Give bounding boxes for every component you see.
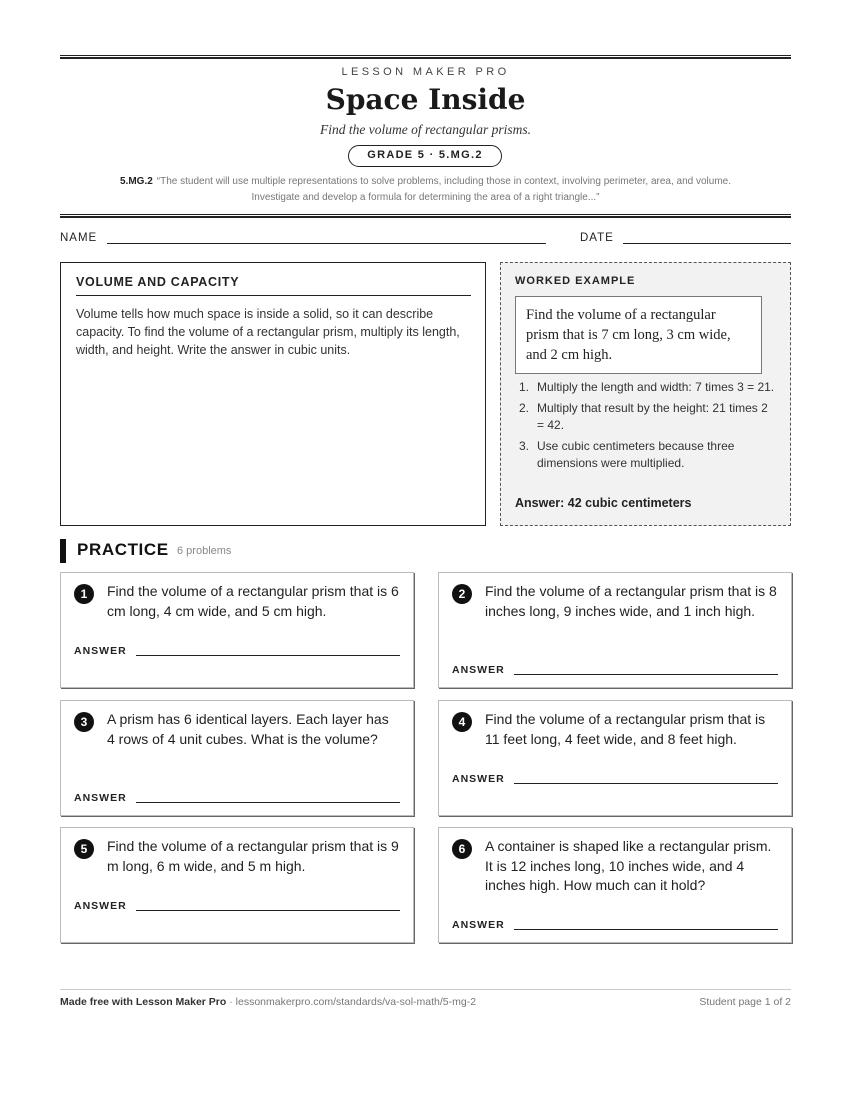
step-text: Use cubic centimeters because three dimensions were multiplied. xyxy=(537,439,735,470)
footer-credit xyxy=(60,996,476,1008)
practice-count: 6 problems xyxy=(177,545,232,557)
standard-text-line-2: Investigate and develop a formula for determining the area of a right triangle...” xyxy=(251,192,600,203)
problem-text: Find the volume of a rectangular prism that is 9 m long, 6 m wide, and 5 m high. xyxy=(107,838,399,874)
worked-example-step xyxy=(519,438,777,472)
problem-number-badge: 4 xyxy=(452,712,472,732)
brand-name: LESSON MAKER PRO xyxy=(341,66,510,78)
date-label: DATE xyxy=(580,232,614,244)
volume-capacity-heading: VOLUME AND CAPACITY xyxy=(76,275,471,296)
worked-example-answer: Answer: 42 cubic centimeters xyxy=(515,496,692,510)
problem-card xyxy=(60,700,414,816)
problem-card xyxy=(438,700,792,816)
answer-label: ANSWER xyxy=(74,792,127,804)
volume-capacity-box xyxy=(60,262,486,526)
step-number: 1. xyxy=(519,380,530,394)
footer-page-number: Student page 1 of 2 xyxy=(699,996,791,1008)
answer-label: ANSWER xyxy=(452,773,505,785)
worked-example-step xyxy=(519,400,777,434)
grade-badge: GRADE 5 · 5.MG.2 xyxy=(348,145,502,167)
step-number: 2. xyxy=(519,401,530,415)
problem-number-badge: 2 xyxy=(452,584,472,604)
page-title: Space Inside xyxy=(325,83,526,116)
answer-label: ANSWER xyxy=(74,900,127,912)
answer-field[interactable] xyxy=(136,910,400,911)
problem-text: A container is shaped like a rectangular prism. It is 12 inches long, 10 inches wide, and 4 inches high. How much can it hold? xyxy=(485,838,772,893)
top-double-rule xyxy=(60,55,791,59)
problem-card xyxy=(60,572,414,688)
standard-code: 5.MG.2 xyxy=(120,176,153,187)
problem-card xyxy=(60,827,414,943)
step-text: Multiply the length and width: 7 times 3 = 21. xyxy=(537,380,775,394)
practice-accent-bar xyxy=(60,539,66,563)
step-number: 3. xyxy=(519,439,530,453)
problem-number-badge: 6 xyxy=(452,839,472,859)
worked-example-step xyxy=(519,379,777,396)
name-label: NAME xyxy=(60,232,98,244)
answer-field[interactable] xyxy=(514,929,778,930)
problem-number-badge: 5 xyxy=(74,839,94,859)
standard-description xyxy=(60,174,791,206)
practice-heading: PRACTICE xyxy=(77,540,169,559)
answer-field[interactable] xyxy=(136,655,400,656)
problem-card xyxy=(438,827,792,943)
standard-text-line-1: “The student will use multiple representations to solve problems, including those in context, involving perimeter, area, and volume. xyxy=(156,176,731,187)
footer-divider xyxy=(60,989,791,990)
answer-label: ANSWER xyxy=(452,919,505,931)
problem-text: Find the volume of a rectangular prism that is 8 inches long, 9 inches wide, and 1 inch high. xyxy=(485,583,777,619)
worked-example-heading: WORKED EXAMPLE xyxy=(515,275,636,287)
worksheet-page xyxy=(60,0,791,1100)
problem-text: Find the volume of a rectangular prism that is 11 feet long, 4 feet wide, and 8 feet high. xyxy=(485,711,766,747)
footer-brand: Made free with Lesson Maker Pro xyxy=(60,996,227,1008)
answer-field[interactable] xyxy=(514,674,778,675)
volume-capacity-text: Volume tells how much space is inside a solid, so it can describe capacity. To find the volume of a rectangular prism, multiply its length, width, and height. Write the answer in cubic units. xyxy=(76,307,460,357)
step-text: Multiply that result by the height: 21 times 2 = 42. xyxy=(537,401,768,432)
answer-label: ANSWER xyxy=(452,664,505,676)
problem-text: A prism has 6 identical layers. Each layer has 4 rows of 4 unit cubes. What is the volume? xyxy=(107,711,389,747)
worked-example-prompt: Find the volume of a rectangular prism that is 7 cm long, 3 cm wide, and 2 cm high. xyxy=(515,296,762,374)
page-subtitle: Find the volume of rectangular prisms. xyxy=(320,122,531,137)
worked-example-steps xyxy=(519,379,777,476)
answer-field[interactable] xyxy=(136,802,400,803)
problem-number-badge: 3 xyxy=(74,712,94,732)
answer-field[interactable] xyxy=(514,783,778,784)
worked-example-box xyxy=(500,262,791,526)
problem-card xyxy=(438,572,792,688)
problem-text: Find the volume of a rectangular prism that is 6 cm long, 4 cm wide, and 5 cm high. xyxy=(107,583,399,619)
date-field[interactable] xyxy=(623,243,791,244)
answer-label: ANSWER xyxy=(74,645,127,657)
name-field[interactable] xyxy=(107,243,546,244)
problem-number-badge: 1 xyxy=(74,584,94,604)
footer-url[interactable]: · lessonmakerpro.com/standards/va-sol-math/5-mg-2 xyxy=(226,996,477,1008)
header-bottom-double-rule xyxy=(60,214,791,218)
